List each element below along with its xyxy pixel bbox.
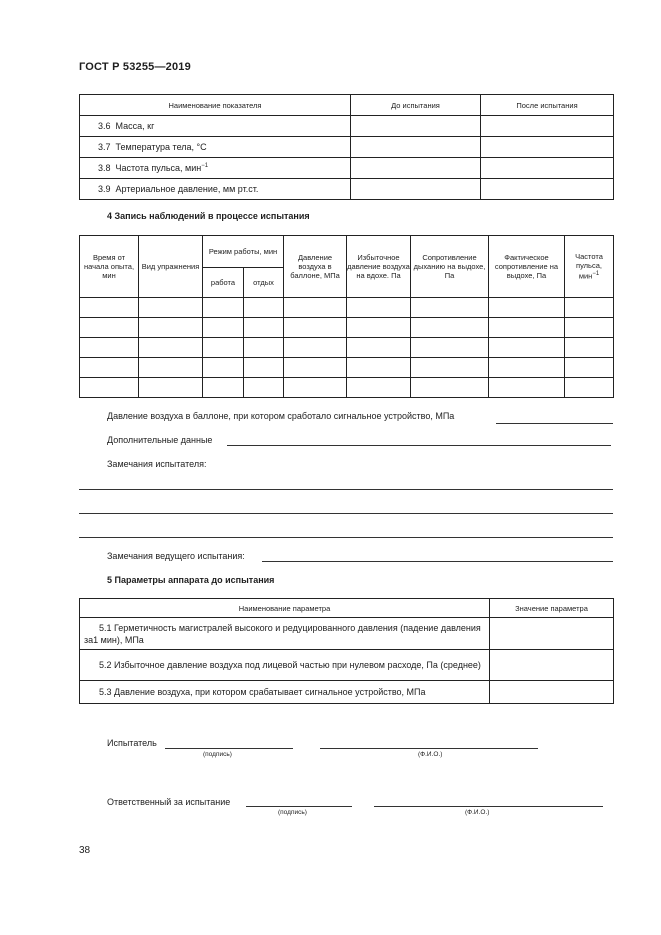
lead-remarks-field[interactable] [262,561,613,562]
table-row [80,318,614,338]
table-row [80,338,614,358]
table-row [80,358,614,378]
parameter-label: 5.1 Герметичность магистралей высокого и редуцированного давления (падение давления за1 мин), МПа [80,618,490,650]
value-cell[interactable] [481,137,614,158]
value-cell[interactable] [490,618,614,650]
table-row [80,378,614,398]
responsible-name-field[interactable] [374,806,603,807]
column-header: Значение параметра [490,599,614,618]
table-row [80,179,614,200]
indicator-label: 3.8 Частота пульса, мин$^{-1}$ [80,158,351,179]
observations-table [79,235,614,398]
page-number: 38 [79,845,91,856]
table-row [80,298,614,318]
value-cell[interactable] [490,681,614,704]
tester-remarks-line[interactable] [79,513,613,514]
lead-remarks-label: Замечания ведущего испытания: [107,551,245,561]
indicators-table [79,94,614,200]
col-excess-pressure: Избыточное давление воздуха на вдохе. Па [347,236,411,298]
col-rest: отдых [244,268,284,298]
table-row [80,650,614,681]
value-cell[interactable] [351,179,481,200]
indicator-label: 3.9 Артериальное давление, мм рт.ст. [80,179,351,200]
signal-pressure-label: Давление воздуха в баллоне, при котором сработало сигнальное устройство, МПа [107,411,455,421]
section-4-title: 4 Запись наблюдений в процессе испытания [107,211,310,221]
value-cell[interactable] [351,116,481,137]
value-cell[interactable] [351,158,481,179]
tester-remarks-line[interactable] [79,537,613,538]
signature-hint: (подпись) [278,809,307,816]
col-actual-resistance: Фактическое сопротивление на выдохе, Па [489,236,565,298]
document-header: ГОСТ Р 53255—2019 [79,61,191,73]
value-cell[interactable] [490,650,614,681]
value-cell[interactable] [481,179,614,200]
parameter-label: 5.3 Давление воздуха, при котором срабатывает сигнальное устройство, МПа [80,681,490,704]
responsible-signature-field[interactable] [246,806,352,807]
tester-name-field[interactable] [320,748,538,749]
tester-signature-field[interactable] [165,748,293,749]
col-time: Время от начала опыта, мин [80,236,139,298]
col-exercise-type: Вид упражнения [139,236,203,298]
signature-hint: (подпись) [203,751,232,758]
name-hint: (Ф.И.О.) [465,809,490,816]
column-header: До испытания [351,95,481,116]
signal-pressure-field[interactable] [496,423,613,424]
col-breathing-resistance: Сопротивление дыханию на выдохе, Па [411,236,489,298]
value-cell[interactable] [351,137,481,158]
extra-data-field[interactable] [227,445,611,446]
tester-remarks-line[interactable] [79,489,613,490]
col-cylinder-pressure: Давление воздуха в баллоне, МПа [284,236,347,298]
indicator-label: 3.6 Масса, кг [80,116,351,137]
table-header-row [80,95,614,116]
value-cell[interactable] [481,158,614,179]
table-row [80,158,614,179]
table-row [80,116,614,137]
table-header-row [80,599,614,618]
col-work-mode: Режим работы, мин [203,236,284,268]
col-work: работа [203,268,244,298]
tester-label: Испытатель [107,738,157,748]
col-pulse: Частота пульса, мин$^{-1}$ [565,236,614,298]
name-hint: (Ф.И.О.) [418,751,443,758]
table-row [80,618,614,650]
responsible-label: Ответственный за испытание [107,797,231,807]
parameter-label: 5.2 Избыточное давление воздуха под лицевой частью при нулевом расходе, Па (среднее) [80,650,490,681]
column-header: Наименование показателя [80,95,351,116]
column-header: После испытания [481,95,614,116]
value-cell[interactable] [481,116,614,137]
section-5-title: 5 Параметры аппарата до испытания [107,575,275,585]
column-header: Наименование параметра [80,599,490,618]
table-row [80,137,614,158]
tester-remarks-label: Замечания испытателя: [107,459,207,469]
extra-data-label: Дополнительные данные [107,435,213,445]
indicator-label: 3.7 Температура тела, °С [80,137,351,158]
parameters-table [79,598,614,704]
table-row [80,681,614,704]
